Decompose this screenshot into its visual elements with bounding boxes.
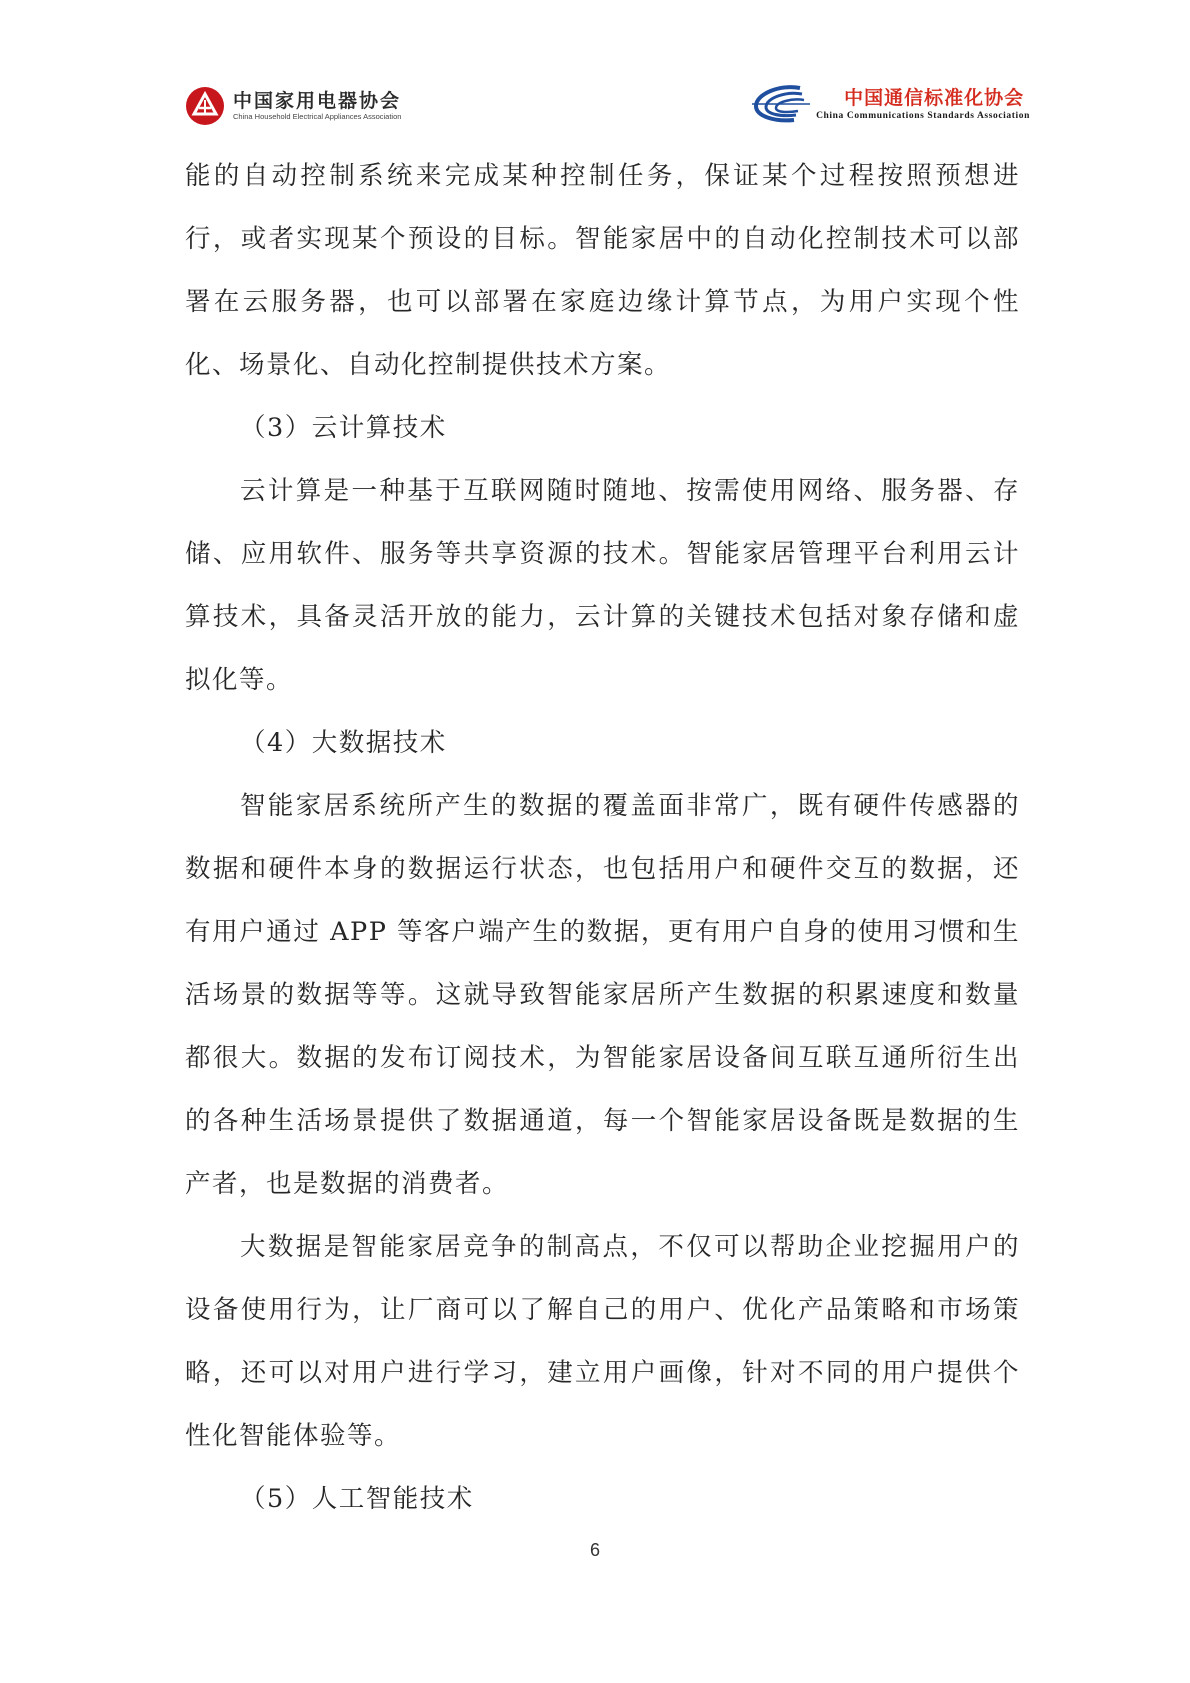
cheaa-name-zh: 中国家用电器协会 [233,90,402,112]
paragraph-cloud-computing: 云计算是一种基于互联网随时随地、按需使用网络、服务器、存储、应用软件、服务等共享资源的技术。智能家居管理平台利用云计算技术，具备灵活开放的能力，云计算的关键技术包括对象存储和虚拟化等。 [185,476,1020,695]
ccsa-emblem-icon [750,82,812,126]
ccsa-name-zh: 中国通信标准化协会 [844,87,1025,109]
cheaa-name-en: China Household Electrical Appliances Association [233,112,402,121]
cheaa-logo [185,86,401,126]
paragraph-big-data-1: 智能家居系统所产生的数据的覆盖面非常广，既有硬件传感器的数据和硬件本身的数据运行状态，也包括用户和硬件交互的数据，还有用户通过 APP 等客户端产生的数据，更有用户自身的使用习惯和生活场景的数据等等。这就导致智能家居所产生数据的积累速度和数量都很大。数据的发布订阅技术，为智能家居设备间互联互通所衍生出的各种生活场景提供了数据通道，每一个智能家居设备既是数据的生产者，也是数据的消费者。 [185,791,1020,1199]
cheaa-emblem-icon [185,86,225,126]
document-body [185,145,1020,1531]
page-header [185,78,1030,140]
paragraph-automation-cont: 能的自动控制系统来完成某种控制任务，保证某个过程按照预想进行，或者实现某个预设的目标。智能家居中的自动化控制技术可以部署在云服务器，也可以部署在家庭边缘计算节点，为用户实现个性化、场景化、自动化控制提供技术方案。 [185,161,1020,380]
ccsa-logo [750,82,1030,126]
ccsa-name-en: China Communications Standards Association [816,111,1030,121]
heading-big-data: （4）大数据技术 [240,728,447,758]
heading-ai: （5）人工智能技术 [240,1484,474,1514]
paragraph-big-data-2: 大数据是智能家居竞争的制高点，不仅可以帮助企业挖掘用户的设备使用行为，让厂商可以了解自己的用户、优化产品策略和市场策略，还可以对用户进行学习，建立用户画像，针对不同的用户提供个性化智能体验等。 [185,1232,1020,1451]
heading-cloud-computing: （3）云计算技术 [240,413,447,443]
page-number: 6 [589,1540,600,1560]
